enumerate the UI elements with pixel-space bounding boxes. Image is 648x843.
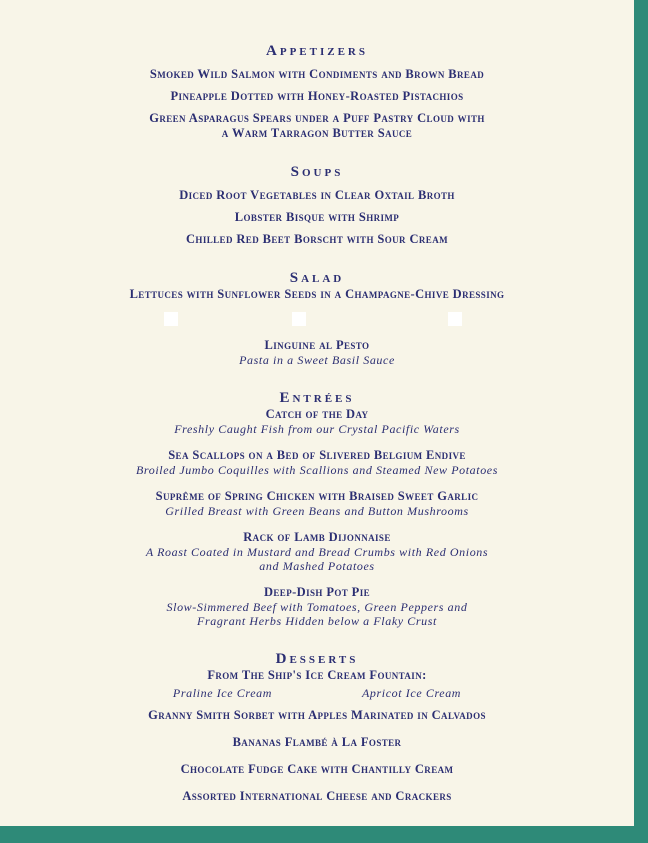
desserts-heading: Desserts xyxy=(275,651,359,667)
appetizer-item: Smoked Wild Salmon with Condiments and Brown Bread xyxy=(149,67,485,81)
entree-desc: Grilled Breast with Green Beans and Button Mushrooms xyxy=(165,504,469,518)
fountain-label: From The Ship's Ice Cream Fountain: xyxy=(207,668,427,682)
soups-heading: Soups xyxy=(290,164,344,180)
flavor-item: Apricot Ice Cream xyxy=(362,686,462,700)
salad-heading: Salad xyxy=(289,270,345,286)
appetizer-item: a Warm Tarragon Butter Sauce xyxy=(221,126,413,140)
soup-item: Chilled Red Beet Borscht with Sour Cream xyxy=(186,232,448,246)
entree-desc: A Roast Coated in Mustard and Bread Crumbs with Red Onions xyxy=(145,545,489,559)
entree-desc: Broiled Jumbo Coquilles with Scallions and Steamed New Potatoes xyxy=(136,463,498,477)
entrees-heading: Entrées xyxy=(279,390,355,406)
entree-desc: Freshly Caught Fish from our Crystal Pacific Waters xyxy=(174,422,460,436)
dessert-item: Bananas Flambé à La Foster xyxy=(232,735,402,749)
blank-marks xyxy=(0,302,634,338)
appetizers-heading: Appetizers xyxy=(266,43,368,59)
entree-name: Rack of Lamb Dijonnaise xyxy=(243,530,391,544)
ice-cream-flavors xyxy=(0,686,634,701)
entree-desc: Slow-Simmered Beef with Tomatoes, Green Peppers and xyxy=(166,600,468,614)
pasta-desc: Pasta in a Sweet Basil Sauce xyxy=(239,353,395,367)
entree-name: Suprême of Spring Chicken with Braised Sweet Garlic xyxy=(155,489,479,503)
white-mark xyxy=(164,312,178,326)
soup-item: Diced Root Vegetables in Clear Oxtail Broth xyxy=(179,188,455,202)
dessert-item: Assorted International Cheese and Crackers xyxy=(182,789,452,803)
entree-desc: Fragrant Herbs Hidden below a Flaky Crust xyxy=(197,614,437,628)
appetizer-item: Green Asparagus Spears under a Puff Pastry Cloud with xyxy=(149,111,485,125)
entree-name: Catch of the Day xyxy=(265,407,369,421)
white-mark xyxy=(292,312,306,326)
appetizer-item: Pineapple Dotted with Honey-Roasted Pistachios xyxy=(170,89,464,103)
entree-name: Sea Scallops on a Bed of Slivered Belgium Endive xyxy=(168,448,466,462)
pasta-name: Linguine al Pesto xyxy=(264,338,370,352)
entree-name: Deep-Dish Pot Pie xyxy=(263,585,371,599)
flavor-item: Praline Ice Cream xyxy=(172,686,272,700)
dessert-item: Granny Smith Sorbet with Apples Marinated in Calvados xyxy=(148,708,486,722)
white-mark xyxy=(448,312,462,326)
salad-item: Lettuces with Sunflower Seeds in a Champagne-Chive Dressing xyxy=(129,287,505,301)
entree-desc: and Mashed Potatoes xyxy=(259,559,375,573)
soup-item: Lobster Bisque with Shrimp xyxy=(234,210,400,224)
dessert-item: Chocolate Fudge Cake with Chantilly Cream xyxy=(180,762,454,776)
